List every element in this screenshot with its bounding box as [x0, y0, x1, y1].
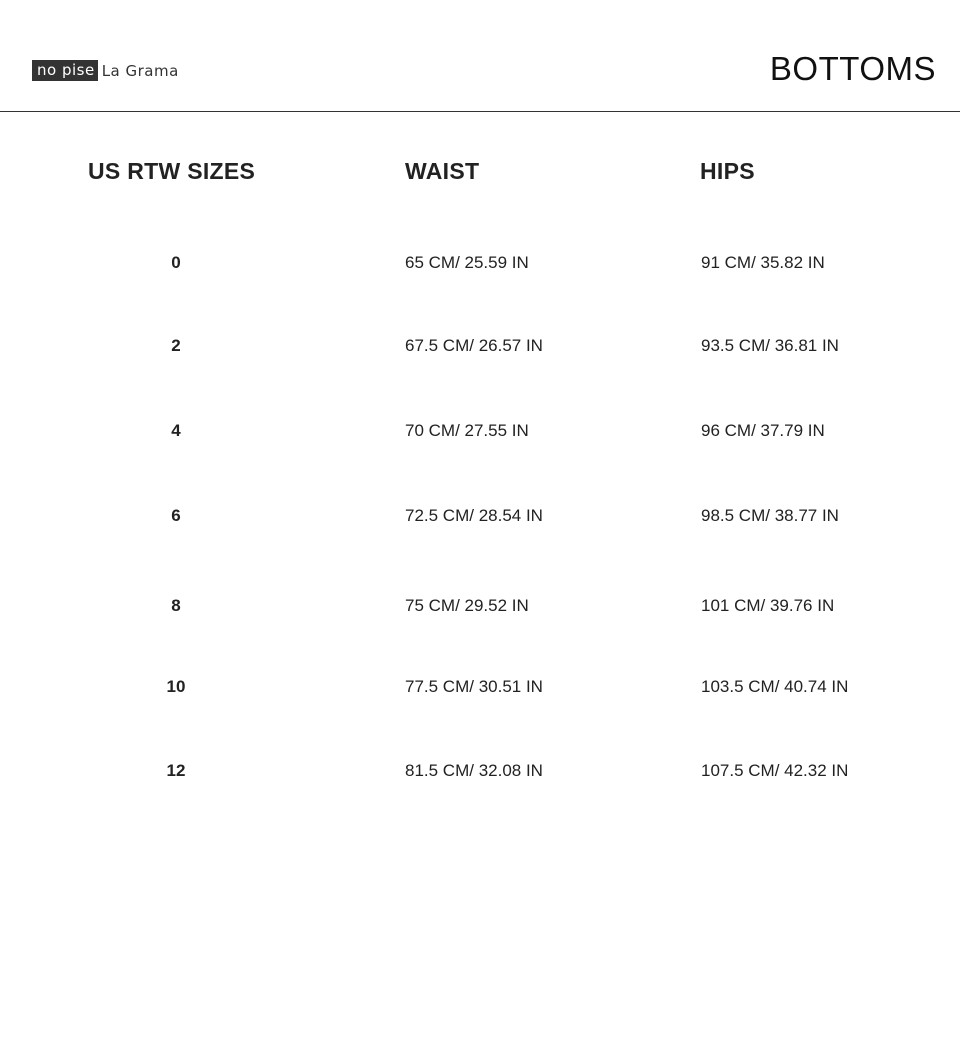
header-size: US RTW SIZES	[88, 158, 256, 184]
row-size: 2	[171, 336, 181, 355]
row-size: 4	[171, 421, 181, 440]
logo-part2: La Grama	[101, 61, 179, 80]
header-waist: WAIST	[405, 158, 480, 184]
row-hips: 98.5 CM/ 38.77 IN	[701, 506, 839, 525]
row-hips: 91 CM/ 35.82 IN	[701, 253, 825, 272]
row-hips: 96 CM/ 37.79 IN	[701, 421, 825, 440]
row-size: 12	[166, 761, 186, 780]
page-title: BOTTOMS	[769, 50, 936, 87]
row-size: 0	[171, 253, 181, 272]
row-waist: 81.5 CM/ 32.08 IN	[405, 761, 543, 780]
row-waist: 72.5 CM/ 28.54 IN	[405, 506, 543, 525]
row-waist: 77.5 CM/ 30.51 IN	[405, 677, 543, 696]
row-size: 6	[171, 506, 181, 525]
row-hips: 101 CM/ 39.76 IN	[701, 596, 835, 615]
row-size: 10	[166, 677, 186, 696]
row-waist: 75 CM/ 29.52 IN	[405, 596, 529, 615]
row-hips: 93.5 CM/ 36.81 IN	[701, 336, 839, 355]
brand-logo	[32, 60, 179, 81]
row-hips: 107.5 CM/ 42.32 IN	[701, 761, 849, 780]
row-size: 8	[171, 596, 181, 615]
header-hips: HIPS	[700, 158, 755, 184]
row-waist: 65 CM/ 25.59 IN	[405, 253, 529, 272]
divider	[0, 111, 960, 112]
row-waist: 70 CM/ 27.55 IN	[405, 421, 529, 440]
row-hips: 103.5 CM/ 40.74 IN	[701, 677, 849, 696]
row-waist: 67.5 CM/ 26.57 IN	[405, 336, 543, 355]
logo-part1: no pise	[32, 60, 98, 81]
